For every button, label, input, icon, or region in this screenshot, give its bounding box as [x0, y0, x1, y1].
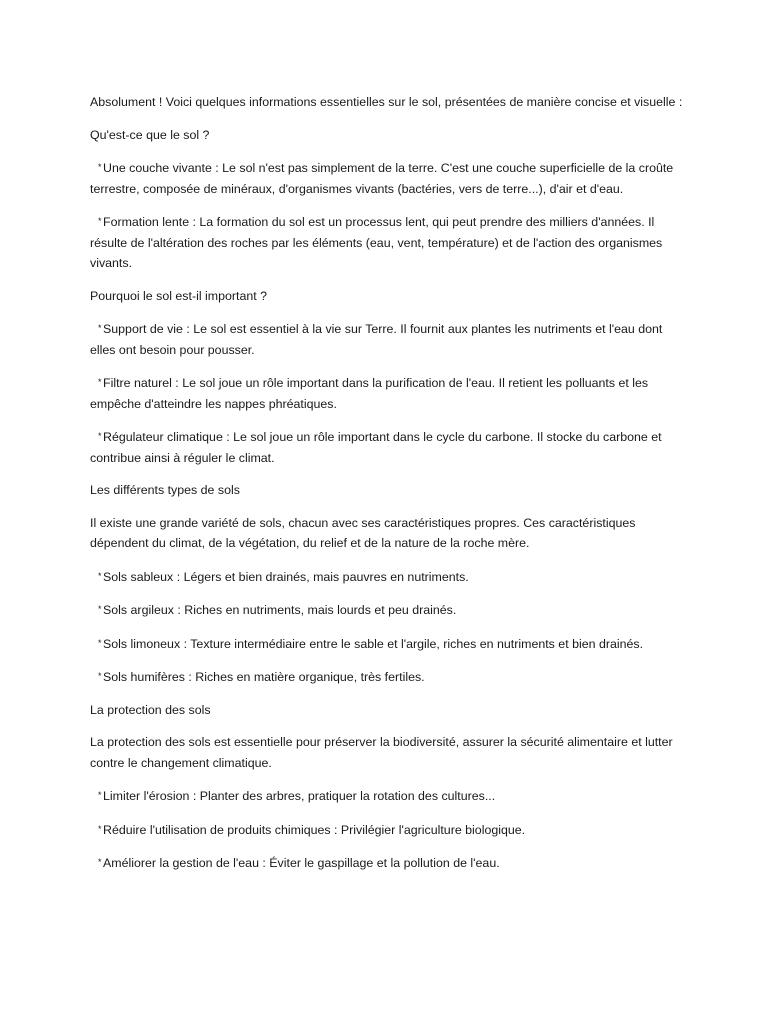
bullet-item — [90, 633, 690, 655]
bullet-item — [90, 785, 690, 807]
bullet-text: Limiter l'érosion : Planter des arbres, pratiquer la rotation des cultures... — [103, 789, 496, 803]
bullet-marker: * — [98, 823, 102, 834]
bullet-text: Support de vie : Le sol est essentiel à la vie sur Terre. Il fournit aux plantes les nutriments et l'eau dont elles ont besoin pour pousser. — [90, 322, 663, 357]
document-page — [90, 92, 690, 886]
bullet-marker: * — [98, 431, 102, 441]
bullet-item — [90, 852, 690, 874]
bullet-text: Une couche vivante : Le sol n'est pas simplement de la terre. C'est une couche superficielle de la croûte terrestre, composée de minéraux, d'organismes vivants (bactéries, vers de terre...), d'air et d'eau. — [90, 161, 674, 196]
section-heading: Pourquoi le sol est-il important ? — [90, 288, 267, 303]
bullet-marker: * — [98, 216, 102, 226]
bullet-text: Filtre naturel : Le sol joue un rôle important dans la purification de l'eau. Il retient les polluants et les empêche d'atteindre les nappes phréatiques. — [90, 376, 649, 411]
bullet-item — [90, 372, 690, 414]
bullet-item — [90, 666, 690, 688]
bullet-item — [90, 599, 690, 621]
bullet-marker: * — [98, 570, 102, 581]
bullet-text: Régulateur climatique : Le sol joue un rôle important dans le cycle du carbone. Il stocke du carbone et contribue ainsi à réguler le climat. — [90, 430, 662, 465]
bullet-item — [90, 566, 690, 588]
section-heading: Qu'est-ce que le sol ? — [90, 127, 210, 142]
bullet-marker: * — [98, 857, 102, 867]
bullet-text: Sols humifères : Riches en matière organique, très fertiles. — [103, 670, 425, 684]
bullet-item — [90, 819, 690, 841]
bullet-item — [90, 211, 690, 274]
document-sections — [90, 125, 690, 874]
bullet-text: Sols argileux : Riches en nutriments, mais lourds et peu drainés. — [103, 603, 457, 617]
bullet-marker: * — [98, 671, 102, 681]
bullet-marker: * — [98, 790, 102, 800]
bullet-marker: * — [98, 604, 102, 614]
section-paragraph: Il existe une grande variété de sols, chacun avec ses caractéristiques propres. Ces caractéristiques dépendent du climat, de la végétation, du relief et de la nature de la roche mère. — [90, 515, 636, 550]
intro-paragraph: Absolument ! Voici quelques informations essentielles sur le sol, présentées de manière concise et visuelle : — [90, 95, 683, 109]
bullet-marker: * — [98, 323, 102, 333]
bullet-item — [90, 426, 690, 468]
bullet-text: Sols sableux : Légers et bien drainés, mais pauvres en nutriments. — [103, 569, 469, 584]
bullet-text: Réduire l'utilisation de produits chimiques : Privilégier l'agriculture biologique. — [103, 822, 526, 837]
bullet-marker: * — [98, 637, 102, 648]
bullet-marker: * — [98, 377, 102, 387]
bullet-item — [90, 157, 690, 199]
bullet-text: Améliorer la gestion de l'eau : Éviter le gaspillage et la pollution de l'eau. — [103, 856, 500, 870]
bullet-text: Formation lente : La formation du sol est un processus lent, qui peut prendre des milliers d'années. Il résulte de l'altération des roches par les éléments (eau, vent, température) et de l'action des organismes vivants. — [90, 215, 663, 270]
section-paragraph: La protection des sols est essentielle pour préserver la biodiversité, assurer la sécurité alimentaire et lutter contre le changement climatique. — [90, 735, 673, 770]
section-heading: La protection des sols — [90, 702, 211, 717]
bullet-text: Sols limoneux : Texture intermédiaire entre le sable et l'argile, riches en nutriments et bien drainés. — [103, 636, 644, 651]
bullet-marker: * — [98, 162, 102, 172]
section-heading: Les différents types de sols — [90, 483, 240, 497]
bullet-item — [90, 318, 690, 360]
